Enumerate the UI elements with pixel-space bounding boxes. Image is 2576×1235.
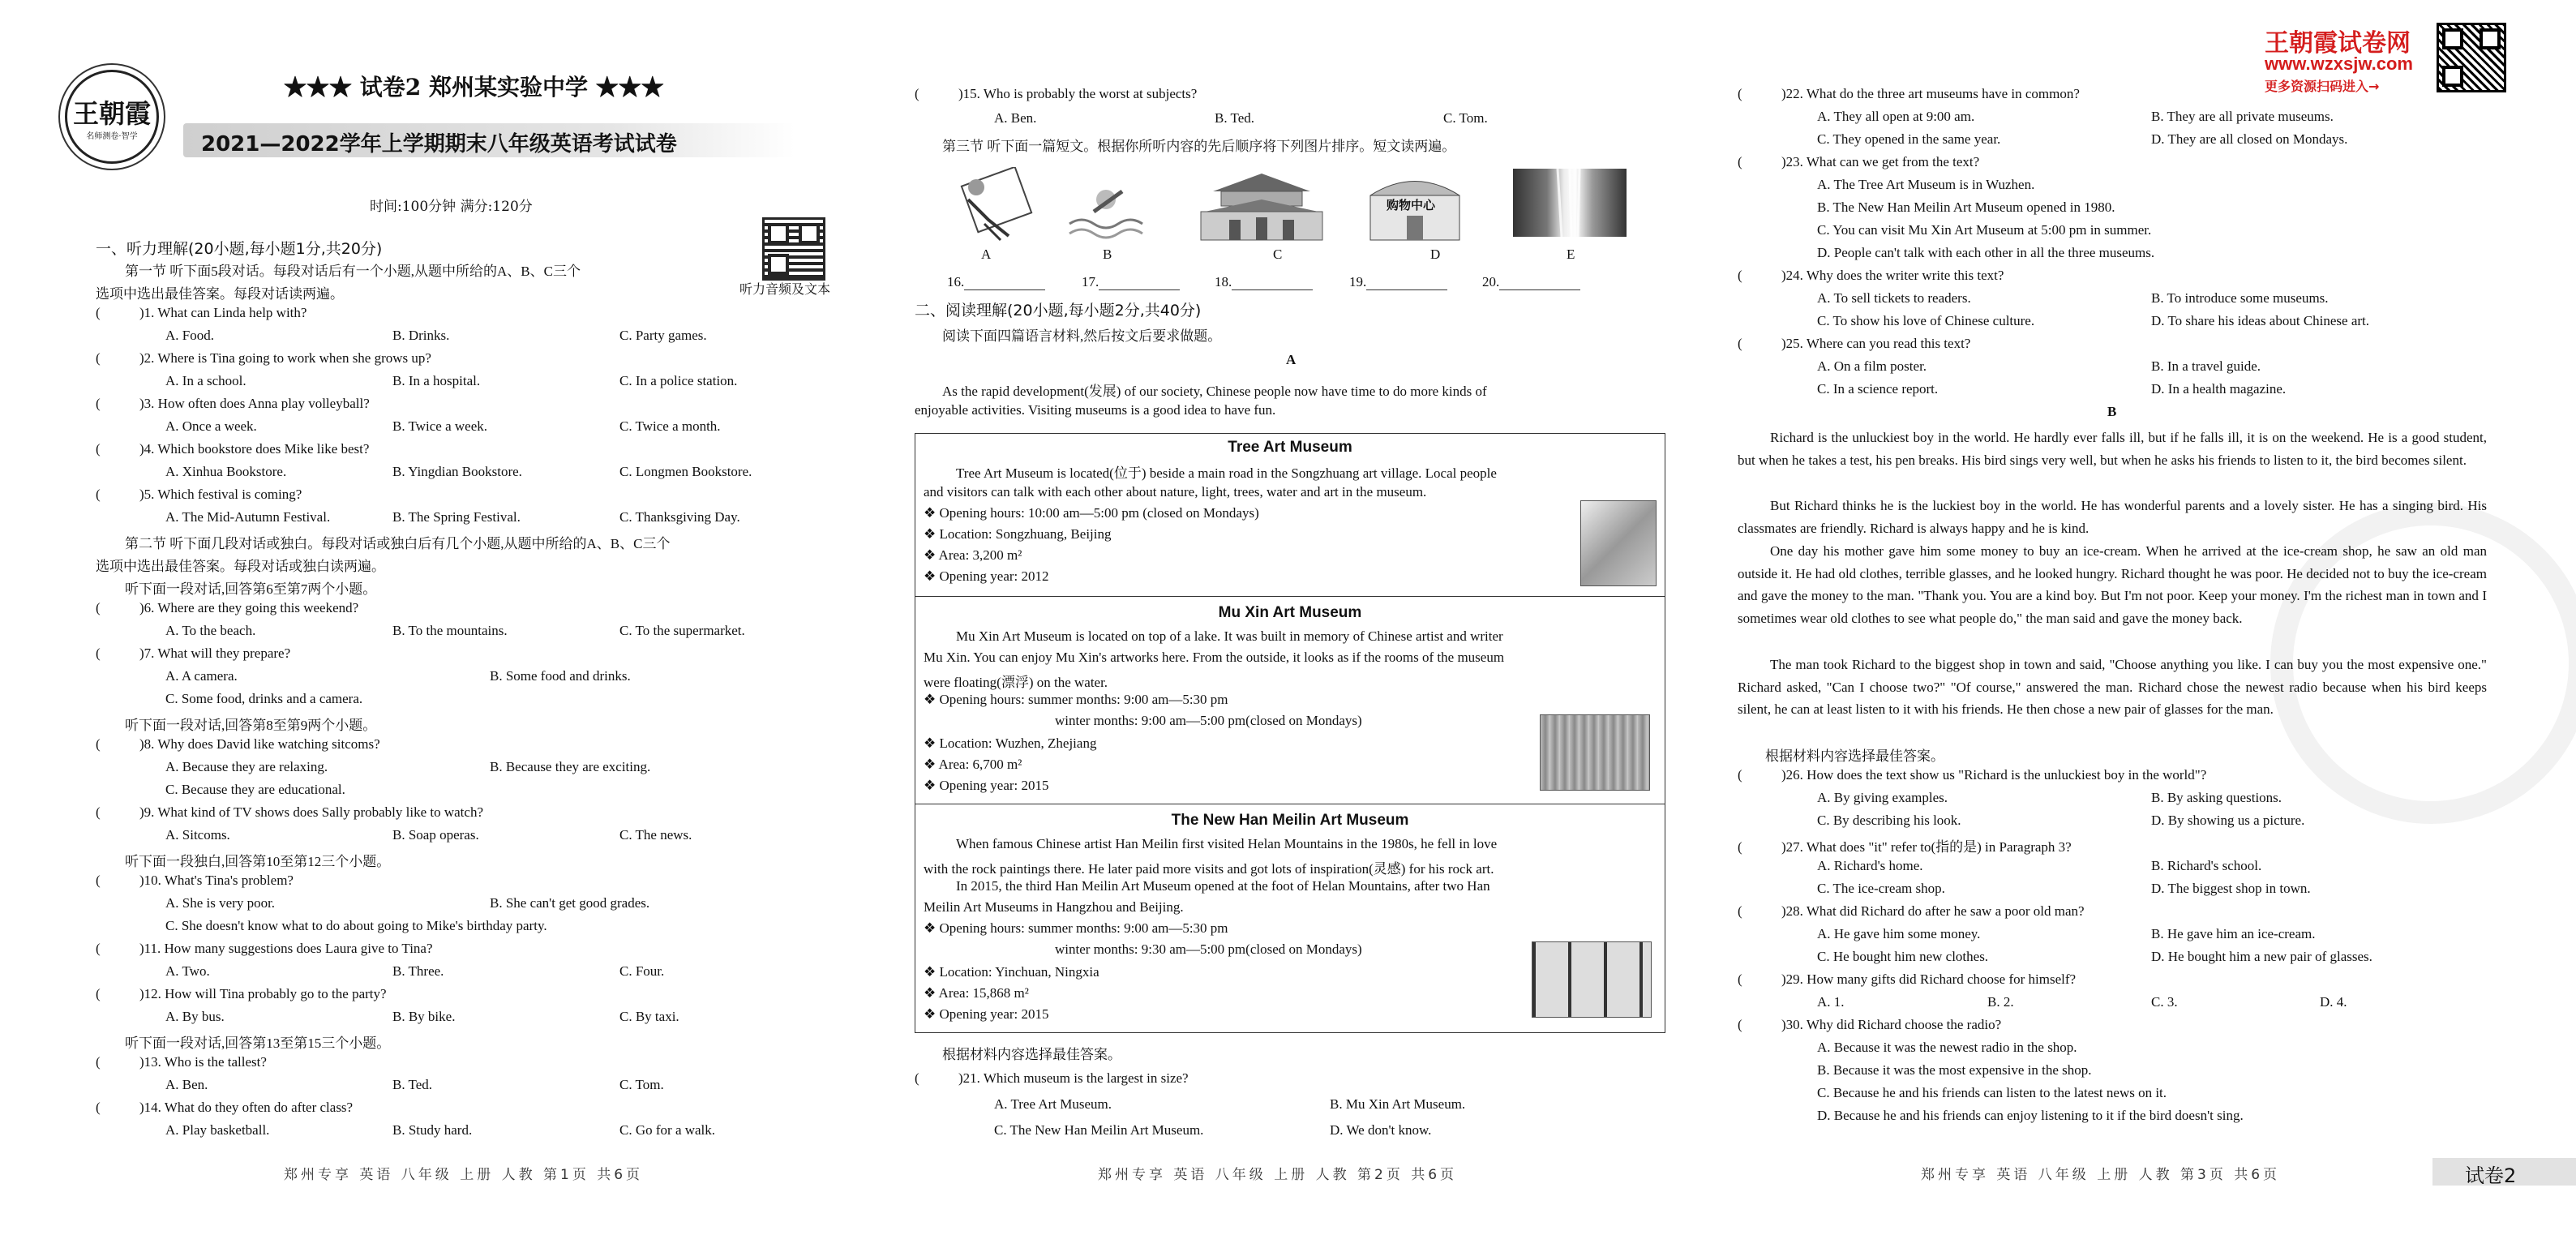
museum-1-hours: ❖ Opening hours: 10:00 am—5:00 pm (closed on Mondays) — [924, 505, 1259, 521]
q9-option-a[interactable]: A. Sitcoms. — [165, 827, 230, 843]
choose-instruction-a: 根据材料内容选择最佳答案。 — [942, 1047, 1121, 1062]
museum-2-hours-winter: winter months: 9:00 am—5:00 pm(closed on Mondays) — [1055, 713, 1362, 728]
q25-option-d[interactable]: D. In a health magazine. — [2151, 381, 2287, 397]
question-30[interactable]: ( )30. Why did Richard choose the radio? — [1738, 1017, 2002, 1032]
museum-2-desc-1: Mu Xin Art Museum is located on top of a lake. It was built in memory of Chinese artist and writer — [956, 628, 1503, 644]
question-14[interactable]: ( )14. What do they often do after class? — [96, 1100, 354, 1115]
picture-label-c: C — [1273, 247, 1283, 262]
mall-sign: 购物中心 — [1387, 198, 1436, 212]
museum-3-title: The New Han Meilin Art Museum — [1171, 812, 1409, 829]
museum-2-hours-summer: ❖ Opening hours: summer months: 9:00 am—5:30 pm — [924, 692, 1228, 707]
answer-blank-18[interactable]: 18. — [1215, 274, 1313, 290]
han-meilin-art-museum-section — [915, 805, 1665, 1031]
q29-option-a[interactable]: A. 1. — [1817, 994, 1845, 1010]
q27-option-a[interactable]: A. Richard's home. — [1817, 858, 1923, 873]
q5-option-a[interactable]: A. The Mid-Autumn Festival. — [165, 509, 331, 525]
question-1[interactable]: ( )1. What can Linda help with? — [96, 305, 307, 320]
q27-option-d[interactable]: D. The biggest shop in town. — [2151, 881, 2311, 896]
q21-option-c[interactable]: C. The New Han Meilin Art Museum. — [994, 1122, 1204, 1138]
page-footer-3: 郑州专享 英语 八年级 上册 人教 第3页 共6页 — [1921, 1167, 2281, 1183]
exam-title: 2021—2022学年上学期期末八年级英语考试试卷 — [201, 132, 677, 157]
museum-2-area: ❖ Area: 6,700 m² — [924, 757, 1022, 772]
museum-3-desc-1: When famous Chinese artist Han Meilin first visited Helan Mountains in the 1980s, he fell in love — [956, 836, 1498, 851]
q11-option-a[interactable]: A. Two. — [165, 963, 210, 979]
question-12[interactable]: ( )12. How will Tina probably go to the party? — [96, 986, 387, 1001]
museum-3-hours-winter: winter months: 9:30 am—5:00 pm(closed on Mondays) — [1055, 941, 1362, 957]
q24-option-a[interactable]: A. To sell tickets to readers. — [1817, 290, 1971, 306]
question-10[interactable]: ( )10. What's Tina's problem? — [96, 873, 294, 888]
museum-3-hours-summer: ❖ Opening hours: summer months: 9:00 am—5:30 pm — [924, 920, 1228, 936]
museum-1-title: Tree Art Museum — [1228, 439, 1352, 456]
q30-option-d[interactable]: D. Because he and his friends can enjoy listening to it if the bird doesn't sing. — [1817, 1108, 2244, 1123]
q29-option-b[interactable]: B. 2. — [1987, 994, 2014, 1010]
dialogue-8-9-intro: 听下面一段对话,回答第8至第9两个小题。 — [125, 718, 377, 733]
museum-3-location: ❖ Location: Yinchuan, Ningxia — [924, 964, 1099, 980]
page-footer-2: 郑州专享 英语 八年级 上册 人教 第2页 共6页 — [1098, 1167, 1458, 1183]
museum-1-photo — [1580, 500, 1657, 586]
q6-option-c[interactable]: C. To the supermarket. — [619, 623, 745, 638]
question-28[interactable]: ( )28. What did Richard do after he saw a poor old man? — [1738, 903, 2085, 919]
brand-url: www.wzxsjw.com — [2265, 54, 2413, 74]
picture-c — [1197, 167, 1327, 244]
q3-option-c[interactable]: C. Twice a month. — [619, 418, 721, 434]
sec1-intro-1: 第一节 听下面5段对话。每段对话后有一个小题,从题中所给的A、B、C三个 — [125, 264, 581, 279]
brand-more: 更多资源扫码进入→ — [2265, 79, 2380, 94]
star-title: ★★★ 试卷2 郑州某实验中学 ★★★ — [284, 74, 664, 101]
q21-option-d[interactable]: D. We don't know. — [1330, 1122, 1432, 1138]
picture-label-d: D — [1430, 247, 1441, 262]
museum-1-desc-1: Tree Art Museum is located(位于) beside a main road in the Songzhuang art village. Local people — [956, 465, 1497, 481]
page-footer-1: 郑州专享 英语 八年级 上册 人教 第1页 共6页 — [284, 1167, 644, 1183]
mu-xin-art-museum-section — [915, 598, 1665, 804]
q8-option-a[interactable]: A. Because they are relaxing. — [165, 759, 328, 774]
answer-blank-17[interactable]: 17. — [1082, 274, 1180, 290]
q4-option-a[interactable]: A. Xinhua Bookstore. — [165, 464, 287, 479]
q24-option-b[interactable]: B. To introduce some museums. — [2151, 290, 2329, 306]
question-7[interactable]: ( )7. What will they prepare? — [96, 645, 291, 661]
question-27[interactable]: ( )27. What does "it" refer to(指的是) in Paragraph 3? — [1738, 839, 2072, 855]
q26-option-c[interactable]: C. By describing his look. — [1817, 813, 1961, 828]
picture-d — [1362, 167, 1468, 244]
q23-option-a[interactable]: A. The Tree Art Museum is in Wuzhen. — [1817, 177, 2035, 192]
sec2-intro-2: 选项中选出最佳答案。每段对话或独白读两遍。 — [96, 559, 385, 574]
qr-caption: 听力音频及文本 — [739, 281, 831, 297]
q7-option-b[interactable]: B. Some food and drinks. — [490, 668, 631, 684]
q10-option-b[interactable]: B. She can't get good grades. — [490, 895, 650, 911]
monologue-10-12-intro: 听下面一段独白,回答第10至第12三个小题。 — [125, 854, 391, 869]
time-info: 时间:100分钟 满分:120分 — [370, 199, 533, 215]
q22-option-c[interactable]: C. They opened in the same year. — [1817, 131, 2001, 147]
question-15[interactable]: ( )15. Who is probably the worst at subjects? — [915, 86, 1198, 101]
q8-option-b[interactable]: B. Because they are exciting. — [490, 759, 651, 774]
q12-option-c[interactable]: C. By taxi. — [619, 1009, 679, 1024]
museum-3-area: ❖ Area: 15,868 m² — [924, 985, 1029, 1001]
museum-2-year: ❖ Opening year: 2015 — [924, 778, 1049, 793]
q2-option-b[interactable]: B. In a hospital. — [392, 373, 481, 388]
q24-option-d[interactable]: D. To share his ideas about Chinese art. — [2151, 313, 2370, 328]
q27-option-c[interactable]: C. The ice-cream shop. — [1817, 881, 1945, 896]
q15-option-b[interactable]: B. Ted. — [1215, 110, 1255, 126]
museum-2-title: Mu Xin Art Museum — [1218, 604, 1362, 621]
page-tag-text: 试卷2 — [2465, 1164, 2517, 1187]
q13-option-b[interactable]: B. Ted. — [392, 1077, 433, 1092]
question-2[interactable]: ( )2. Where is Tina going to work when she grows up? — [96, 350, 431, 366]
brand-name: 王朝霞试卷网 — [2265, 29, 2411, 58]
q12-option-a[interactable]: A. By bus. — [165, 1009, 225, 1024]
q26-option-b[interactable]: B. By asking questions. — [2151, 790, 2282, 805]
museum-2-desc-3: were floating(漂浮) on the water. — [924, 675, 1108, 690]
museum-info-box — [915, 433, 1665, 1033]
question-4[interactable]: ( )4. Which bookstore does Mike like best? — [96, 441, 370, 457]
q22-option-d[interactable]: D. They are all closed on Mondays. — [2151, 131, 2348, 147]
listening-section-title: 一、听力理解(20小题,每小题1分,共20分) — [96, 240, 383, 258]
answer-blank-20[interactable]: 20. — [1482, 274, 1580, 290]
museum-2-desc-2: Mu Xin. You can enjoy Mu Xin's artworks here. From the outside, it looks as if the rooms of the museum — [924, 650, 1505, 665]
q26-option-a[interactable]: A. By giving examples. — [1817, 790, 1948, 805]
q6-option-a[interactable]: A. To the beach. — [165, 623, 256, 638]
picture-b — [1065, 167, 1155, 244]
q10-option-a[interactable]: A. She is very poor. — [165, 895, 276, 911]
museum-1-year: ❖ Opening year: 2012 — [924, 568, 1049, 584]
museum-1-area: ❖ Area: 3,200 m² — [924, 547, 1022, 563]
passage-b-label: B — [2107, 404, 2117, 419]
logo-subtext: 名师测卷·智学 — [86, 132, 138, 141]
question-8[interactable]: ( )8. Why does David like watching sitcoms? — [96, 736, 380, 752]
q10-option-c[interactable]: C. She doesn't know what to do about going to Mike's birthday party. — [165, 918, 547, 933]
q7-option-c[interactable]: C. Some food, drinks and a camera. — [165, 691, 363, 706]
question-13[interactable]: ( )13. Who is the tallest? — [96, 1054, 267, 1070]
q4-option-b[interactable]: B. Yingdian Bookstore. — [392, 464, 522, 479]
q14-option-b[interactable]: B. Study hard. — [392, 1122, 473, 1138]
q30-option-a[interactable]: A. Because it was the newest radio in the shop. — [1817, 1040, 2077, 1055]
passage-b-paragraph-3: One day his mother gave him some money to buy an ice-cream. When he arrived at the ice-cream shop, he saw an old man outside it. He had old clothes, terrible glasses, and he looked hungry. Richard thought he was poor. He decided not to buy the ice-cream and gave the money to the man. "Thank you. You are a kind boy. But I'm not poor. Keep your money. I'm the richest man in town and I sometimes wear old clothes to see what people do," the man said and gave the money back. — [1738, 543, 2487, 626]
q4-option-c[interactable]: C. Longmen Bookstore. — [619, 464, 752, 479]
column-1 — [84, 0, 863, 1235]
q5-option-c[interactable]: C. Thanksgiving Day. — [619, 509, 740, 525]
question-9[interactable]: ( )9. What kind of TV shows does Sally probably like to watch? — [96, 804, 483, 820]
reading-intro: 阅读下面四篇语言材料,然后按文后要求做题。 — [942, 328, 1222, 344]
q9-option-c[interactable]: C. The news. — [619, 827, 692, 843]
question-3[interactable]: ( )3. How often does Anna play volleyball? — [96, 396, 370, 411]
question-5[interactable]: ( )5. Which festival is coming? — [96, 487, 302, 502]
q9-option-b[interactable]: B. Soap operas. — [392, 827, 479, 843]
museum-2-photo — [1540, 714, 1650, 791]
museum-2-location: ❖ Location: Wuzhen, Zhejiang — [924, 735, 1097, 751]
q15-option-a[interactable]: A. Ben. — [994, 110, 1037, 126]
museum-3-photo — [1532, 941, 1652, 1018]
q23-option-d[interactable]: D. People can't talk with each other in all the three museums. — [1817, 245, 2155, 260]
q26-option-d[interactable]: D. By showing us a picture. — [2151, 813, 2305, 828]
tree-art-museum-section — [915, 434, 1665, 597]
q30-option-c[interactable]: C. Because he and his friends can listen to the latest news on it. — [1817, 1085, 2167, 1100]
q28-option-b[interactable]: B. He gave him an ice-cream. — [2151, 926, 2316, 941]
q8-option-c[interactable]: C. Because they are educational. — [165, 782, 345, 797]
q22-option-a[interactable]: A. They all open at 9:00 am. — [1817, 109, 1975, 124]
reading-section-title: 二、阅读理解(20小题,每小题2分,共40分) — [915, 302, 1202, 319]
q1-option-b[interactable]: B. Drinks. — [392, 328, 450, 343]
column-3 — [1738, 0, 2492, 1235]
q28-option-a[interactable]: A. He gave him some money. — [1817, 926, 1981, 941]
sec1-intro-2: 选项中选出最佳答案。每段对话读两遍。 — [96, 286, 344, 302]
q13-option-a[interactable]: A. Ben. — [165, 1077, 208, 1092]
question-21[interactable]: ( )21. Which museum is the largest in size? — [915, 1070, 1189, 1086]
museum-1-location: ❖ Location: Songzhuang, Beijing — [924, 526, 1112, 542]
q11-option-c[interactable]: C. Four. — [619, 963, 665, 979]
answer-blank-19[interactable]: 19. — [1349, 274, 1447, 290]
q28-option-d[interactable]: D. He bought him a new pair of glasses. — [2151, 949, 2372, 964]
q29-option-d[interactable]: D. 4. — [2320, 994, 2347, 1010]
question-25[interactable]: ( )25. Where can you read this text? — [1738, 336, 1971, 351]
question-22[interactable]: ( )22. What do the three art museums have in common? — [1738, 86, 2080, 101]
q14-option-c[interactable]: C. Go for a walk. — [619, 1122, 716, 1138]
question-24[interactable]: ( )24. Why does the writer write this text? — [1738, 268, 2004, 283]
q29-option-c[interactable]: C. 3. — [2151, 994, 2178, 1010]
reading-person-icon — [952, 167, 1041, 244]
picture-label-e: E — [1567, 247, 1575, 262]
question-11[interactable]: ( )11. How many suggestions does Laura give to Tina? — [96, 941, 433, 956]
q25-option-b[interactable]: B. In a travel guide. — [2151, 358, 2261, 374]
q6-option-b[interactable]: B. To the mountains. — [392, 623, 508, 638]
q3-option-b[interactable]: B. Twice a week. — [392, 418, 487, 434]
q27-option-b[interactable]: B. Richard's school. — [2151, 858, 2262, 873]
passage-b-paragraph-2: But Richard thinks he is the luckiest boy in the world. He has wonderful parents and a lovely sister. He has a singing bird. His classmates are friendly. Richard is always happy and he is kind. — [1738, 498, 2487, 536]
q23-option-b[interactable]: B. The New Han Meilin Art Museum opened in 1980. — [1817, 199, 2115, 215]
q25-option-a[interactable]: A. On a film poster. — [1817, 358, 1927, 374]
q21-option-a[interactable]: A. Tree Art Museum. — [994, 1096, 1112, 1112]
q25-option-c[interactable]: C. In a science report. — [1817, 381, 1939, 397]
passage-a-intro-1: As the rapid development(发展) of our society, Chinese people now have time to do more kinds of — [942, 384, 1487, 399]
question-23[interactable]: ( )23. What can we get from the text? — [1738, 154, 1980, 169]
q28-option-c[interactable]: C. He bought him new clothes. — [1817, 949, 1989, 964]
q14-option-a[interactable]: A. Play basketball. — [165, 1122, 270, 1138]
museum-3-desc-4: Meilin Art Museums in Hangzhou and Beijing. — [924, 899, 1184, 915]
museum-3-desc-3: In 2015, the third Han Meilin Art Museum opened at the foot of Helan Mountains, after two Han — [956, 878, 1490, 894]
q3-option-a[interactable]: A. Once a week. — [165, 418, 257, 434]
q21-option-b[interactable]: B. Mu Xin Art Museum. — [1330, 1096, 1466, 1112]
q2-option-a[interactable]: A. In a school. — [165, 373, 246, 388]
q1-option-c[interactable]: C. Party games. — [619, 328, 707, 343]
q5-option-b[interactable]: B. The Spring Festival. — [392, 509, 521, 525]
q7-option-a[interactable]: A. A camera. — [165, 668, 238, 684]
passage-b-paragraph-4: The man took Richard to the biggest shop in town and said, "Choose anything you like. I can buy you the most expensive one." Richard asked, "Can I choose two?" "Of course," answered the man. Richard chose the newest radio because when his bird keeps silent, he can at least listen to it with his friends. He then chose a new pair of glasses for the man. — [1738, 657, 2487, 717]
q11-option-b[interactable]: B. Three. — [392, 963, 444, 979]
sec2-intro-1: 第二节 听下面几段对话或独白。每段对话或独白后有几个小题,从题中所给的A、B、C三个 — [125, 536, 671, 551]
picture-label-b: B — [1103, 247, 1112, 262]
picture-label-a: A — [981, 247, 992, 262]
dialogue-13-15-intro: 听下面一段对话,回答第13至第15三个小题。 — [125, 1036, 391, 1051]
q12-option-b[interactable]: B. By bike. — [392, 1009, 456, 1024]
passage-a-intro-2: enjoyable activities. Visiting museums is a good idea to have fun. — [915, 402, 1276, 418]
q23-option-c[interactable]: C. You can visit Mu Xin Art Museum at 5:00 pm in summer. — [1817, 222, 2152, 238]
museum-3-year: ❖ Opening year: 2015 — [924, 1006, 1049, 1022]
question-29[interactable]: ( )29. How many gifts did Richard choose for himself? — [1738, 971, 2077, 987]
column-2 — [915, 0, 1685, 1235]
q22-option-b[interactable]: B. They are all private museums. — [2151, 109, 2334, 124]
palace-gate-icon — [1197, 167, 1327, 244]
dialogue-6-7-intro: 听下面一段对话,回答第6至第7两个小题。 — [125, 581, 377, 597]
museum-3-desc-2: with the rock paintings there. He later paid more visits and got lots of inspiration(灵感) for his rock art. — [924, 861, 1494, 877]
q1-option-a[interactable]: A. Food. — [165, 328, 214, 343]
question-6[interactable]: ( )6. Where are they going this weekend? — [96, 600, 359, 615]
q15-option-c[interactable]: C. Tom. — [1443, 110, 1488, 126]
passage-a-label: A — [1286, 352, 1297, 367]
picture-e — [1513, 169, 1627, 237]
swimming-person-icon — [1065, 167, 1155, 244]
choose-instruction-b: 根据材料内容选择最佳答案。 — [1765, 748, 1944, 764]
q30-option-b[interactable]: B. Because it was the most expensive in the shop. — [1817, 1062, 2092, 1078]
passage-b-paragraph-1: Richard is the unluckiest boy in the world. He hardly ever falls ill, but if he falls ill, it is on the weekend. He is a good student, but when he takes a test, his pen breaks. His bird sings very well, but when he asks his friends to listen to it, the bird becomes silent. — [1738, 430, 2487, 468]
answer-blank-16[interactable]: 16. — [947, 274, 1045, 290]
q13-option-c[interactable]: C. Tom. — [619, 1077, 664, 1092]
q2-option-c[interactable]: C. In a police station. — [619, 373, 738, 388]
question-26[interactable]: ( )26. How does the text show us "Richard is the unluckiest boy in the world"? — [1738, 767, 2207, 783]
picture-a — [952, 167, 1041, 244]
logo-text: 王朝霞 — [72, 98, 151, 129]
sec3-intro: 第三节 听下面一篇短文。根据你所听内容的先后顺序将下列图片排序。短文读两遍。 — [942, 139, 1456, 154]
waterfall-icon — [1513, 169, 1627, 237]
q24-option-c[interactable]: C. To show his love of Chinese culture. — [1817, 313, 2035, 328]
museum-1-desc-2: and visitors can talk with each other about nature, light, trees, water and art in the museum. — [924, 484, 1427, 500]
